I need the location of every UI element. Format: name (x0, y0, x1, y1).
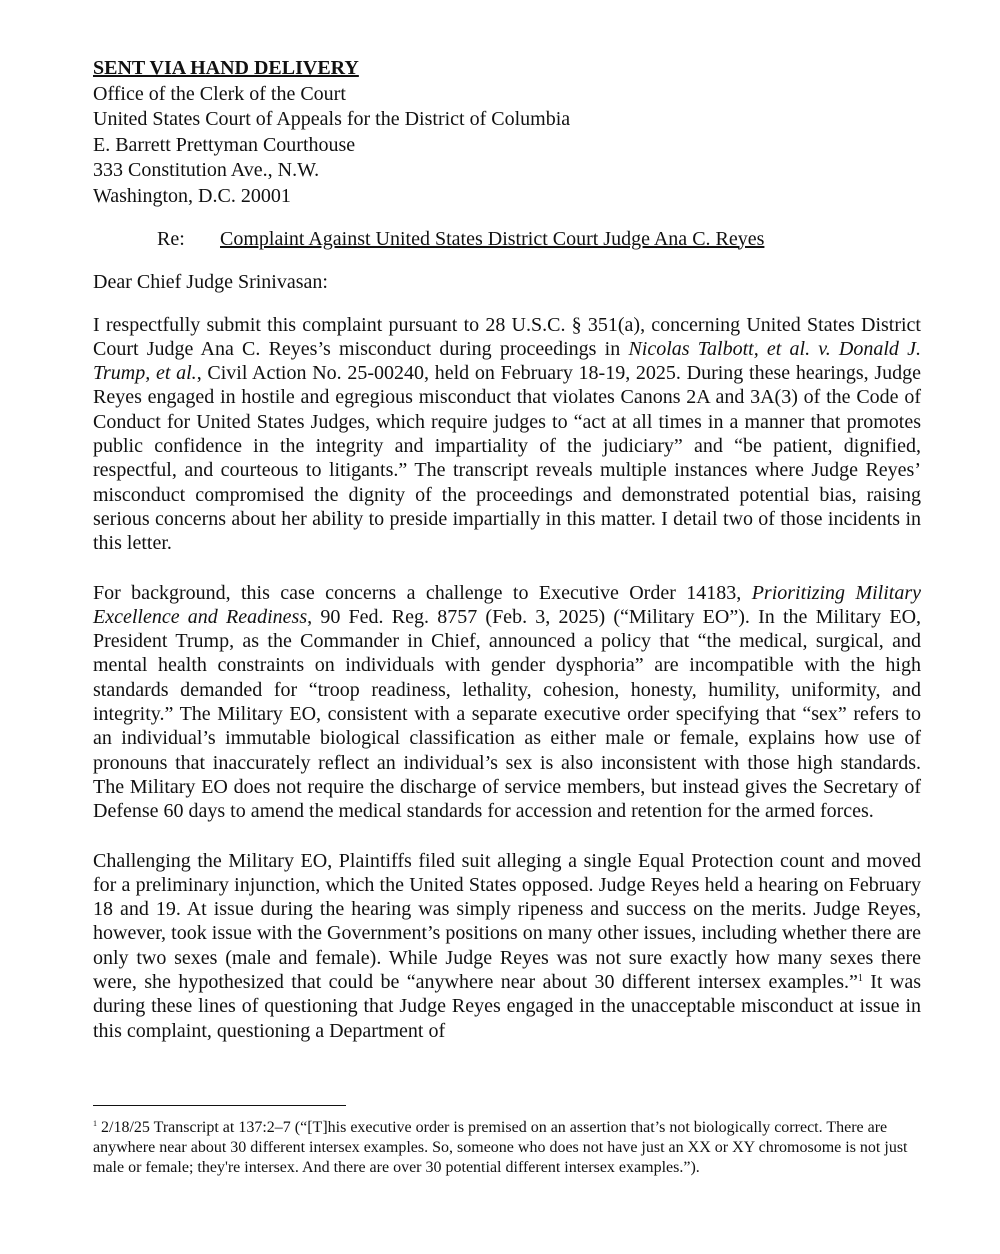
footnote-reference: 1 (857, 972, 863, 984)
paragraph3-text-a: Challenging the Military EO, Plaintiffs filed suit alleging a single Equal Protection count and moved for a preliminary injunction, which the United States opposed. Judge Reyes held a hearing on February 18 and 19. At issue during the hearing was simply ripeness and success on the merits. Judge Reyes, however, took issue with the Government’s positions on many other issues, including whether there are only two sexes (male and female). While Judge Reyes was not sure exactly how many sexes there were, she hypothesized that could be “anywhere near about 30 different intersex examples.” (93, 849, 921, 993)
paragraph1-text-a: I respectfully submit this complaint pursuant to 28 U.S.C. § 351(a), concerning United States District Court Judge Ana C. Reyes’s misconduct during proceedings in (93, 313, 921, 360)
paragraph2-text-b: , 90 Fed. Reg. 8757 (Feb. 3, 2025) (“Military EO”). In the Military EO, President Trump, as the Commander in Chief, announced a policy that “the medical, surgical, and mental health constraints on individuals with gender dysphoria” are incompatible with the high standards demanded for “troop readiness, lethality, cohesion, honesty, humility, uniformity, and integrity.” The Military EO, consistent with a separate executive order specifying that “sex” refers to an individual’s immutable biological classification as either male or female, explains how use of pronouns that inaccurately reflect an individual’s sex is also inconsistent with those high standards. The Military EO does not require the discharge of service members, but instead gives the Secretary of Defense 60 days to amend the medical standards for accession and retention for the armed forces. (93, 605, 922, 823)
paragraph-hearing (93, 849, 921, 1043)
letter-body (93, 56, 921, 1043)
re-line (93, 227, 921, 252)
address-block (93, 56, 921, 210)
paragraph-background (93, 581, 921, 824)
address-line-office: Office of the Clerk of the Court (93, 82, 346, 105)
footnote (93, 1118, 913, 1178)
paragraph2-text-a: For background, this case concerns a challenge to Executive Order 14183, (93, 581, 752, 604)
executive-order-title: Prioritizing Military Excellence and Readiness (93, 581, 921, 628)
salutation: Dear Chief Judge Srinivasan: (93, 270, 328, 293)
paragraph-complaint-intro (93, 313, 921, 556)
re-label: Re: (157, 227, 185, 250)
address-line-courthouse: E. Barrett Prettyman Courthouse (93, 133, 356, 156)
footnote-marker: 1 (93, 1119, 97, 1128)
footnote-divider (93, 1105, 346, 1106)
delivery-method-heading: SENT VIA HAND DELIVERY (93, 57, 359, 79)
paragraph3-text-b: It was during these lines of questioning that Judge Reyes engaged in the unacceptable misconduct at issue in this complaint, questioning a Department of (93, 970, 921, 1042)
address-line-street: 333 Constitution Ave., N.W. (93, 159, 320, 182)
footnote-text: 2/18/25 Transcript at 137:2–7 (“[T]his executive order is premised on an assertion that’s not biologically correct. There are anywhere near about 30 different intersex examples. So, someone who does not have just an XX or XY chromosome is not just male or female; they're intersex. And there are over 30 potential different intersex examples.”). (93, 1119, 908, 1176)
re-subject: Complaint Against United States District Court Judge Ana C. Reyes (220, 227, 765, 250)
address-line-court: United States Court of Appeals for the District of Columbia (93, 108, 571, 131)
case-name: Nicolas Talbott, et al. v. Donald J. Trump, et al. (93, 337, 921, 385)
paragraph1-text-b: , Civil Action No. 25-00240, held on February 18-19, 2025. During these hearings, Judge Reyes engaged in hostile and egregious misconduct that violates Canons 2A and 3A(3) of the Code of Conduct for United States Judges, which require judges to “act at all times in a manner that promotes public confidence in the integrity and impartiality of the judiciary” and “be patient, dignified, respectful, and courteous to litigants.” The transcript reveals multiple instances where Judge Reyes’ misconduct compromised the dignity of the proceedings and demonstrated potential bias, raising serious concerns about her ability to preside impartially in this matter. I detail two of those incidents in this letter. (93, 362, 921, 555)
address-line-city: Washington, D.C. 20001 (93, 184, 291, 207)
